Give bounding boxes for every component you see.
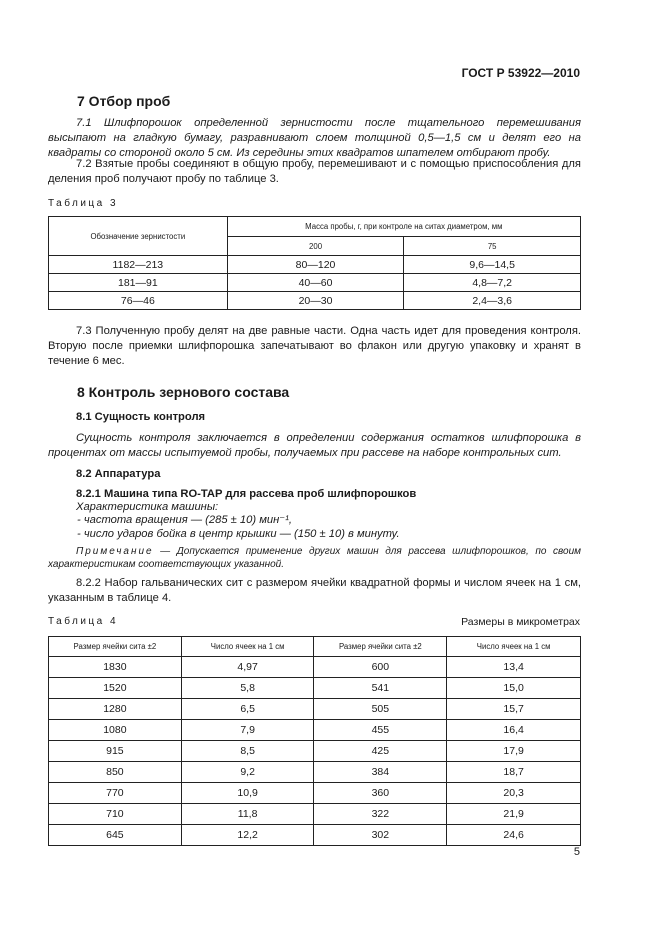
paragraph-8-2-2: 8.2.2 Набор гальванических сит с размером ячейки квадратной формы и числом ячеек на 1 см, указанным в таблице 4. xyxy=(48,577,581,604)
characteristic-strikes: - число ударов бойка в центр крышки — (150 ± 10) в минуту. xyxy=(77,528,400,540)
table-4-caption: Таблица 4 xyxy=(48,616,119,627)
table-4-units: Размеры в микрометрах xyxy=(461,616,580,628)
paragraph-7-2: 7.2 Взятые пробы соединяют в общую пробу, перемешивают и с помощью приспособления для деления проб получают пробу по таблице 3. xyxy=(48,158,581,185)
table-row xyxy=(49,741,581,762)
table-cell: 4,97 xyxy=(181,657,314,678)
table-cell: 20,3 xyxy=(447,783,581,804)
section-7-title: 7 Отбор проб xyxy=(77,93,171,109)
table-cell: 7,9 xyxy=(181,720,314,741)
table-cell: 505 xyxy=(314,699,447,720)
table-cell: 1280 xyxy=(49,699,182,720)
table-cell: 384 xyxy=(314,762,447,783)
table-row xyxy=(49,720,581,741)
table-4-header-count-2: Число ячеек на 1 см xyxy=(447,637,581,657)
table-3-header-grain: Обозначение зернистости xyxy=(49,217,228,256)
table-cell: 322 xyxy=(314,804,447,825)
table-cell: 915 xyxy=(49,741,182,762)
table-3-caption: Таблица 3 xyxy=(48,198,119,209)
table-cell: 181—91 xyxy=(49,274,228,292)
table-cell: 20—30 xyxy=(227,292,404,310)
section-8-title: 8 Контроль зернового состава xyxy=(77,384,290,400)
table-row xyxy=(49,783,581,804)
table-row xyxy=(49,274,581,292)
table-row xyxy=(49,825,581,846)
characteristic-rotation: - частота вращения — (285 ± 10) мин⁻¹, xyxy=(77,514,292,526)
paragraph-8-1: Сущность контроля заключается в определении содержания остатков шлифпорошка в процентах от массы испытуемой пробы, получаемых при рассеве на наборе контрольных сит. xyxy=(48,432,581,459)
table-4-header-size-2: Размер ячейки сита ±2 xyxy=(314,637,447,657)
table-cell: 455 xyxy=(314,720,447,741)
table-row xyxy=(49,762,581,783)
table-3-header-75: 75 xyxy=(404,237,581,256)
table-row xyxy=(49,699,581,720)
table-cell: 15,0 xyxy=(447,678,581,699)
page-number: 5 xyxy=(573,846,580,858)
paragraph-7-1: 7.1 Шлифпорошок определенной зернистости после тщательного перемешивания высыпают на гладкую бумагу, разравнивают слоем толщиной 0,5—1,5 см и делят его на квадраты со стороной около 5 см. Из середины этих квадратов шпателем отбирают пробу. xyxy=(48,117,581,159)
table-cell: 850 xyxy=(49,762,182,783)
table-cell: 11,8 xyxy=(181,804,314,825)
table-row xyxy=(49,292,581,310)
machine-characteristics-title: Характеристика машины: xyxy=(76,501,219,513)
paragraph-7-3: 7.3 Полученную пробу делят на две равные части. Одна часть идет для проведения контроля. Вторую после приемки шлифпорошка запечатывают во флакон или другую упаковку и хранят в течение 6 мес. xyxy=(48,325,581,367)
table-3 xyxy=(48,216,581,310)
table-3-header-200: 200 xyxy=(227,237,404,256)
table-cell: 4,8—7,2 xyxy=(404,274,581,292)
table-cell: 1830 xyxy=(49,657,182,678)
table-row xyxy=(49,256,581,274)
table-4 xyxy=(48,636,581,846)
table-cell: 40—60 xyxy=(227,274,404,292)
note xyxy=(48,545,581,571)
table-4-header-count-1: Число ячеек на 1 см xyxy=(181,637,314,657)
table-cell: 17,9 xyxy=(447,741,581,762)
document-code: ГОСТ Р 53922—2010 xyxy=(461,66,580,80)
table-row xyxy=(49,657,581,678)
table-cell: 710 xyxy=(49,804,182,825)
table-cell: 1080 xyxy=(49,720,182,741)
note-text: — Допускается применение других машин для рассева шлифпорошков, по своим характеристикам соответствующих указанной. xyxy=(48,546,581,570)
table-cell: 770 xyxy=(49,783,182,804)
table-cell: 18,7 xyxy=(447,762,581,783)
table-cell: 80—120 xyxy=(227,256,404,274)
table-cell: 5,8 xyxy=(181,678,314,699)
table-cell: 16,4 xyxy=(447,720,581,741)
table-row xyxy=(49,804,581,825)
table-cell: 1520 xyxy=(49,678,182,699)
table-cell: 645 xyxy=(49,825,182,846)
table-cell: 15,7 xyxy=(447,699,581,720)
subsection-8-2-1-title: 8.2.1 Машина типа RO-TAP для рассева проб шлифпорошков xyxy=(76,488,417,500)
note-label: Примечание xyxy=(76,546,154,557)
table-cell: 600 xyxy=(314,657,447,678)
table-cell: 541 xyxy=(314,678,447,699)
table-cell: 12,2 xyxy=(181,825,314,846)
table-cell: 6,5 xyxy=(181,699,314,720)
table-cell: 8,5 xyxy=(181,741,314,762)
table-cell: 13,4 xyxy=(447,657,581,678)
table-cell: 24,6 xyxy=(447,825,581,846)
table-cell: 1182—213 xyxy=(49,256,228,274)
subsection-8-1-title: 8.1 Сущность контроля xyxy=(76,411,206,423)
table-cell: 425 xyxy=(314,741,447,762)
table-row xyxy=(49,678,581,699)
table-cell: 10,9 xyxy=(181,783,314,804)
table-4-header-size-1: Размер ячейки сита ±2 xyxy=(49,637,182,657)
table-cell: 76—46 xyxy=(49,292,228,310)
table-cell: 302 xyxy=(314,825,447,846)
table-3-header-mass: Масса пробы, г, при контроле на ситах диаметром, мм xyxy=(227,217,580,237)
table-cell: 9,6—14,5 xyxy=(404,256,581,274)
table-cell: 21,9 xyxy=(447,804,581,825)
table-cell: 9,2 xyxy=(181,762,314,783)
table-cell: 2,4—3,6 xyxy=(404,292,581,310)
table-cell: 360 xyxy=(314,783,447,804)
subsection-8-2-title: 8.2 Аппаратура xyxy=(76,468,161,480)
